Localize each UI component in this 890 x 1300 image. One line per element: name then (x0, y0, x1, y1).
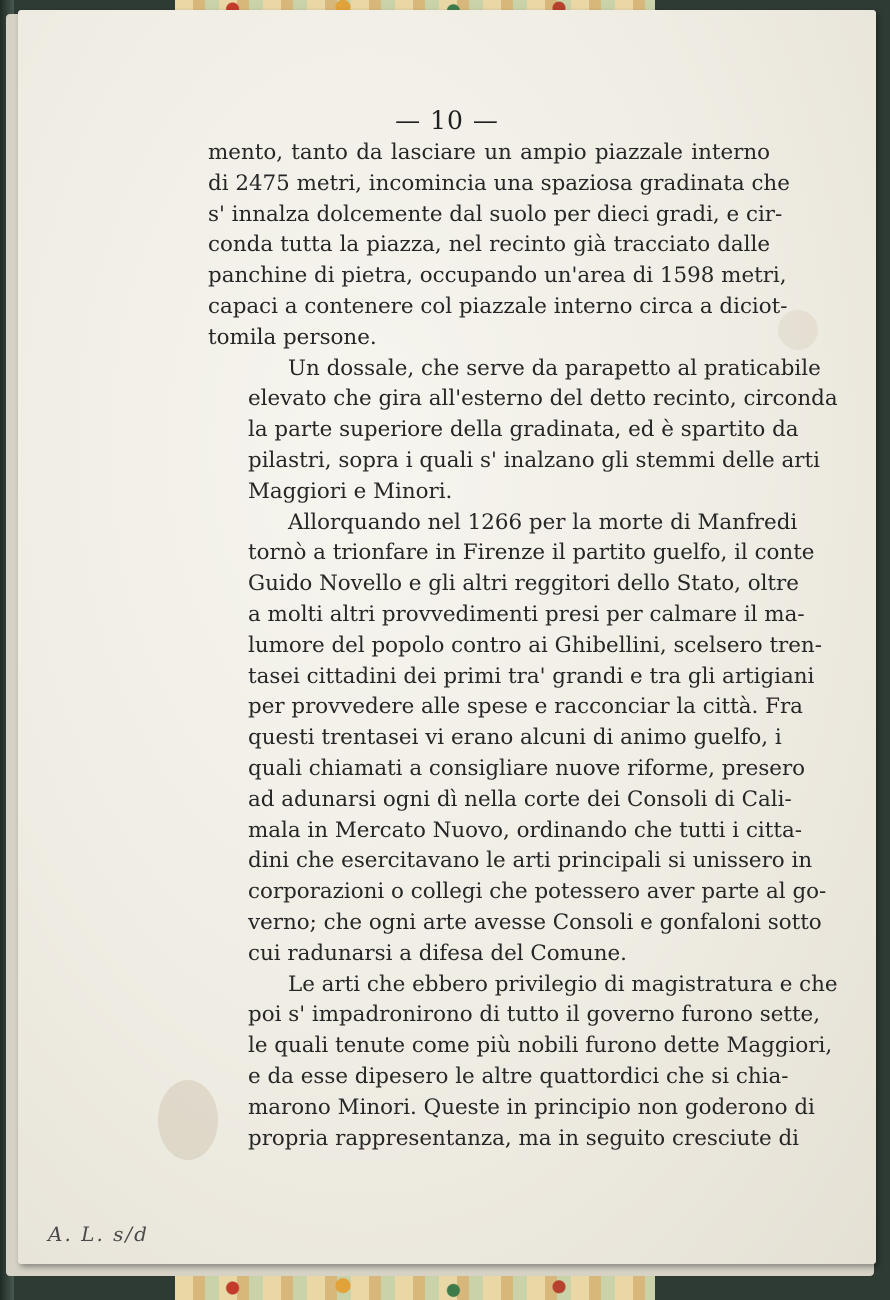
text-line: panchine di pietra, occupando un'area di 1598 metri, (208, 263, 787, 289)
text-line: la parte superiore della gradinata, ed è spartito da (248, 417, 799, 443)
paragraph (208, 138, 790, 354)
text-line: mento, tanto da lasciare un ampio piazzale interno (208, 140, 770, 165)
book-page (18, 10, 876, 1264)
paragraph (208, 970, 838, 1155)
text-line: corporazioni o collegi che potessero aver parte al go- (248, 879, 827, 905)
text-line: mala in Mercato Nuovo, ordinando che tutti i citta- (248, 817, 802, 843)
paragraph (208, 508, 827, 970)
text-line: marono Minori. Queste in principio non goderono di (248, 1094, 815, 1120)
text-line: Guido Novello e gli altri reggitori dello Stato, oltre (248, 571, 799, 597)
text-line: tasei cittadini dei primi tra' grandi e tra gli artigiani (248, 663, 815, 689)
page-number-header: — 10 — (395, 106, 499, 135)
text-line: tomila persone. (208, 324, 377, 350)
text-line: per provvedere alle spese e racconciar la città. Fra (248, 694, 803, 720)
text-line: tornò a trionfare in Firenze il partito guelfo, il conte (248, 540, 815, 566)
text-line: Le arti che ebbero privilegio di magistratura e che (288, 971, 838, 997)
text-line: Maggiori e Minori. (248, 478, 453, 504)
text-line: s' innalza dolcemente dal suolo per dieci gradi, e cir- (208, 201, 783, 227)
marbled-endpaper-bottom (175, 1276, 655, 1300)
text-line: pilastri, sopra i quali s' inalzano gli stemmi delle arti (248, 447, 820, 473)
text-line: Un dossale, che serve da parapetto al praticabile (288, 355, 821, 381)
text-line: capaci a contenere col piazzale interno circa a diciot- (208, 293, 788, 319)
text-line: a molti altri provvedimenti presi per calmare il ma- (248, 601, 805, 627)
text-line: elevato che gira all'esterno del detto recinto, circonda (248, 386, 838, 412)
text-line: questi trentasei vi erano alcuni di animo guelfo, i (248, 725, 782, 751)
page-body-text (208, 138, 838, 1154)
paragraph (208, 354, 838, 508)
text-line: Allorquando nel 1266 per la morte di Manfredi (288, 509, 798, 535)
text-line: di 2475 metri, incomincia una spaziosa gradinata che (208, 170, 790, 196)
text-line: verno; che ogni arte avesse Consoli e gonfaloni sotto (248, 909, 822, 935)
handwritten-scribble: A. L. s/d (48, 1222, 149, 1246)
text-line: propria rappresentanza, ma in seguito cresciute di (248, 1125, 800, 1151)
text-line: cui radunarsi a difesa del Comune. (248, 940, 627, 966)
text-line: conda tutta la piazza, nel recinto già tracciato dalle (208, 232, 770, 258)
text-line: e da esse dipesero le altre quattordici che si chia- (248, 1063, 789, 1089)
text-line: poi s' impadronirono di tutto il governo furono sette, (248, 1002, 821, 1028)
text-line: le quali tenute come più nobili furono dette Maggiori, (248, 1033, 833, 1059)
text-line: lumore del popolo contro ai Ghibellini, scelsero tren- (248, 632, 822, 658)
text-line: quali chiamati a consigliare nuove riforme, presero (248, 755, 806, 781)
text-line: dini che esercitavano le arti principali si unissero in (248, 848, 813, 874)
text-line: ad adunarsi ogni dì nella corte dei Consoli di Cali- (248, 786, 792, 812)
